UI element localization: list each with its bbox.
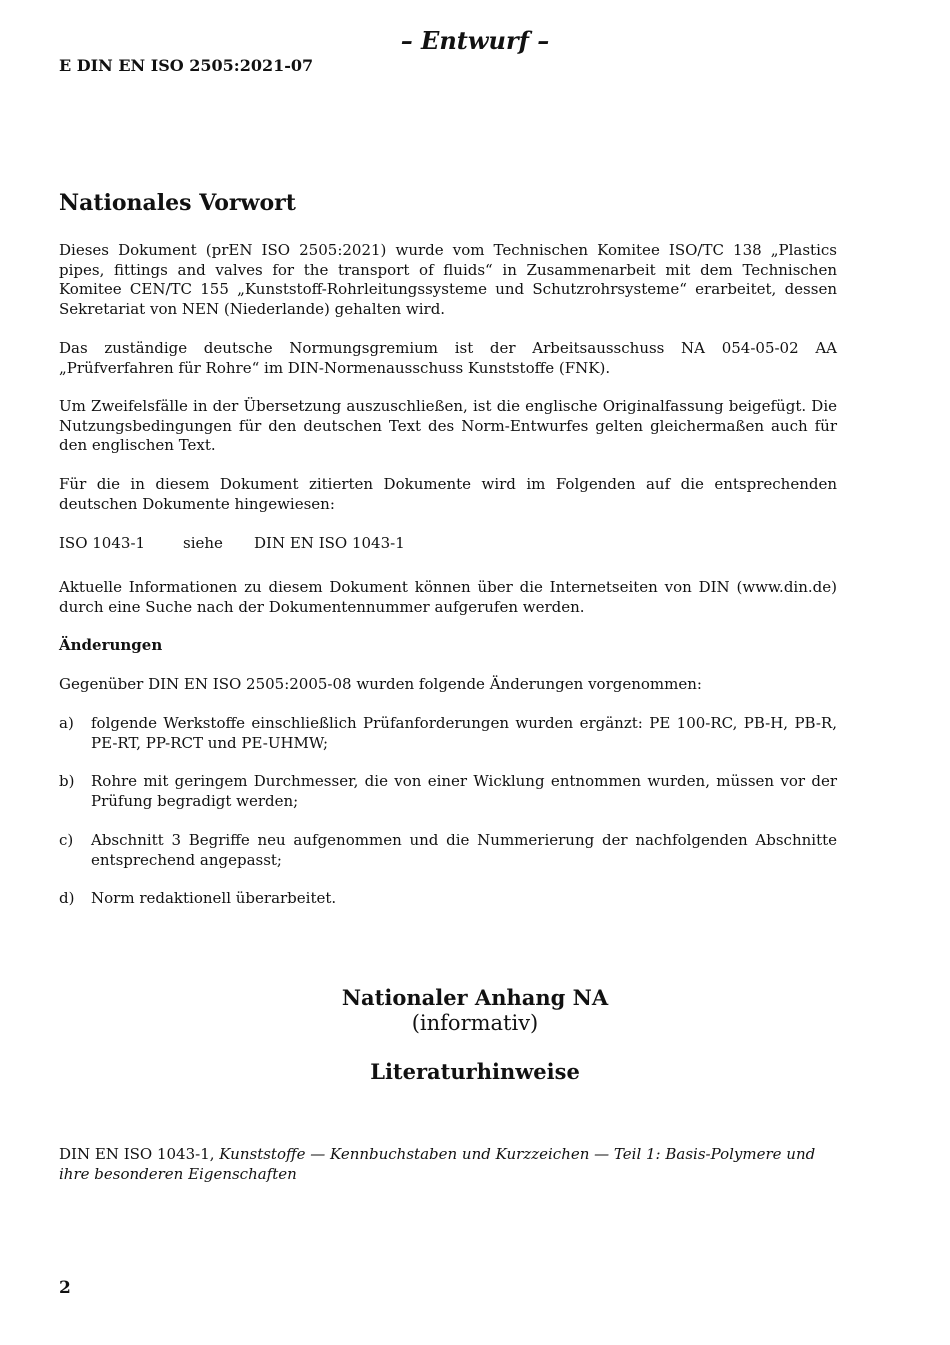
changes-heading: Änderungen [59, 636, 163, 654]
list-item-label: b) [59, 772, 75, 790]
foreword-paragraph-5: Aktuelle Informationen zu diesem Dokument können über die Internetseiten von DIN (www.din.de) durch eine Suche nach der Dokumentennummer aufgerufen werden. [59, 578, 837, 616]
reference-row [59, 534, 405, 554]
annex-subtitle: (informativ) [411, 1011, 539, 1035]
draft-label: – Entwurf – [400, 26, 550, 55]
list-item-label: d) [59, 889, 75, 907]
reference-din: DIN EN ISO 1043-1 [254, 534, 405, 552]
annex-title: Nationaler Anhang NA [341, 985, 609, 1010]
list-item-label: c) [59, 831, 74, 849]
list-item-text: Rohre mit geringem Durchmesser, die von einer Wicklung entnommen wurden, müssen vor der Prüfung begradigt werden; [91, 772, 837, 810]
bibliography-ref: DIN EN ISO 1043-1, [59, 1145, 215, 1163]
list-item [59, 772, 837, 811]
foreword-paragraph-1: Dieses Dokument (prEN ISO 2505:2021) wurde vom Technischen Komitee ISO/TC 138 „Plastics pipes, fittings and valves for the transport of fluids“ in Zusammenarbeit mit dem Technischen Komitee CEN/TC 155 „Kunststoff-Rohrleitungssysteme und Schutzrohrsysteme“ erarbeitet, dessen Sekretariat von NEN (Niederlande) gehalten wird. [59, 241, 837, 318]
list-item [59, 714, 837, 753]
foreword-paragraph-3: Um Zweifelsfälle in der Übersetzung auszuschließen, ist die englische Originalfassung beigefügt. Die Nutzungsbedingungen für den deutschen Text des Norm-Entwurfes gelten gleichermaßen auch für den englischen Text. [59, 397, 837, 454]
changes-intro: Gegenüber DIN EN ISO 2505:2005-08 wurden folgende Änderungen vorgenommen: [59, 675, 702, 693]
reference-iso: ISO 1043-1 [59, 534, 146, 552]
document-id: E DIN EN ISO 2505:2021-07 [59, 56, 314, 75]
list-item [59, 889, 837, 909]
bibliography-entry [59, 1144, 819, 1184]
list-item-label: a) [59, 714, 74, 732]
list-item-text: Abschnitt 3 Begriffe neu aufgenommen und die Nummerierung der nachfolgenden Abschnitte entsprechend angepasst; [91, 831, 837, 869]
reference-see: siehe [183, 534, 223, 552]
section-title-foreword: Nationales Vorwort [59, 190, 296, 216]
foreword-paragraph-4: Für die in diesem Dokument zitierten Dokumente wird im Folgenden auf die entsprechenden deutschen Dokumente hingewiesen: [59, 475, 837, 513]
list-item-text: folgende Werkstoffe einschließlich Prüfanforderungen wurden ergänzt: PE 100-RC, PB-H, PB-R, PE-RT, PP-RCT und PE-UHMW; [91, 714, 837, 752]
literature-title: Literaturhinweise [370, 1059, 580, 1084]
list-item [59, 831, 837, 870]
bibliography-title: Kunststoffe — Kennbuchstaben und Kurzzeichen — Teil 1: Basis-Polymere und ihre besonderen Eigenschaften [59, 1145, 816, 1183]
page-number: 2 [59, 1278, 71, 1298]
foreword-paragraph-2: Das zuständige deutsche Normungsgremium ist der Arbeitsausschuss NA 054-05-02 AA „Prüfverfahren für Rohre“ im DIN-Normenausschuss Kunststoffe (FNK). [59, 339, 837, 377]
list-item-text: Norm redaktionell überarbeitet. [91, 889, 337, 907]
